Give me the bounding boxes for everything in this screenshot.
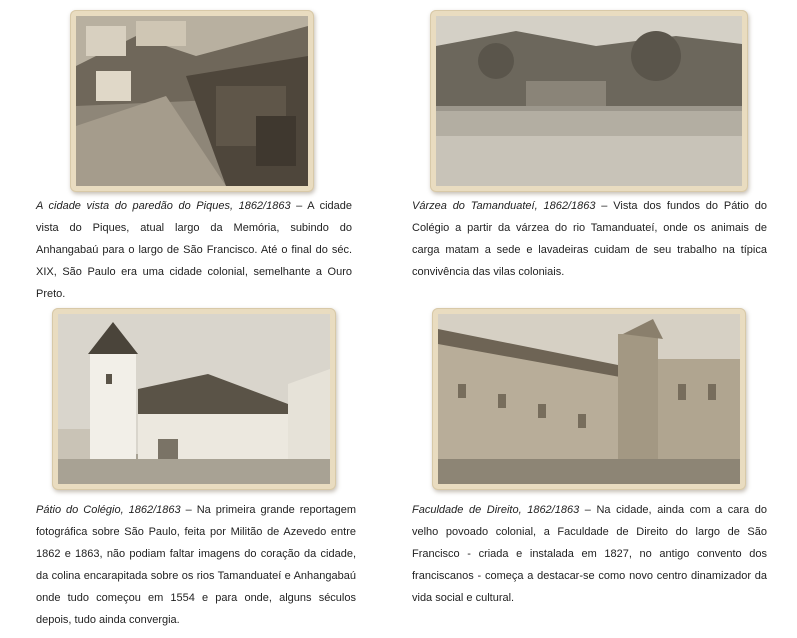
caption-patio-colegio — [36, 499, 356, 631]
caption-text: – A cidade vista do Piques, atual largo da Memória, subindo do Anhangabaú para o largo de São Francisco. Até o final do séc. XIX, São Paulo era uma cidade colonial, semelhante a Ouro Preto. — [36, 200, 353, 300]
photo-piques — [70, 10, 314, 192]
caption-text: – Na primeira grande reportagem fotográfica sobre São Paulo, feita por Militão de Azevedo entre 1862 e 1863, não podiam faltar imagens do coração da cidade, da colina encarapitada sobre os rios Tamanduateí e Anhangabaú onde tudo começou em 1554 e para onde, alguns séculos depois, tudo ainda convergia. — [36, 504, 356, 626]
photo-faculdade-direito — [432, 308, 746, 490]
caption-piques — [36, 195, 352, 305]
photo-varzea-image — [436, 16, 742, 186]
photo-piques-image — [76, 16, 308, 186]
photo-faculdade-direito-image — [438, 314, 740, 484]
photo-varzea — [430, 10, 748, 192]
caption-text: – Vista dos fundos do Pátio do Colégio a partir da várzea do rio Tamanduateí, onde os animais de carga matam a sede e lavadeiras cuidam de seu trabalho na típica convivência das vilas coloniais. — [412, 200, 767, 278]
caption-text: – Na cidade, ainda com a cara do velho povoado colonial, a Faculdade de Direito do largo de São Francisco - criada e instalada em 1827, no antigo convento dos franciscanos - começa a destacar-se como novo centro dinamizador da vida social e cultural. — [412, 504, 767, 604]
caption-varzea — [412, 195, 767, 283]
caption-title: Várzea do Tamanduateí, 1862/1863 — [412, 200, 596, 212]
caption-title: Pátio do Colégio, 1862/1863 — [36, 504, 181, 516]
caption-faculdade-direito — [412, 499, 767, 609]
photo-patio-colegio-image — [58, 314, 330, 484]
photo-patio-colegio — [52, 308, 336, 490]
caption-title: Faculdade de Direito, 1862/1863 — [412, 504, 580, 516]
caption-title: A cidade vista do paredão do Piques, 1862/1863 — [36, 200, 291, 212]
